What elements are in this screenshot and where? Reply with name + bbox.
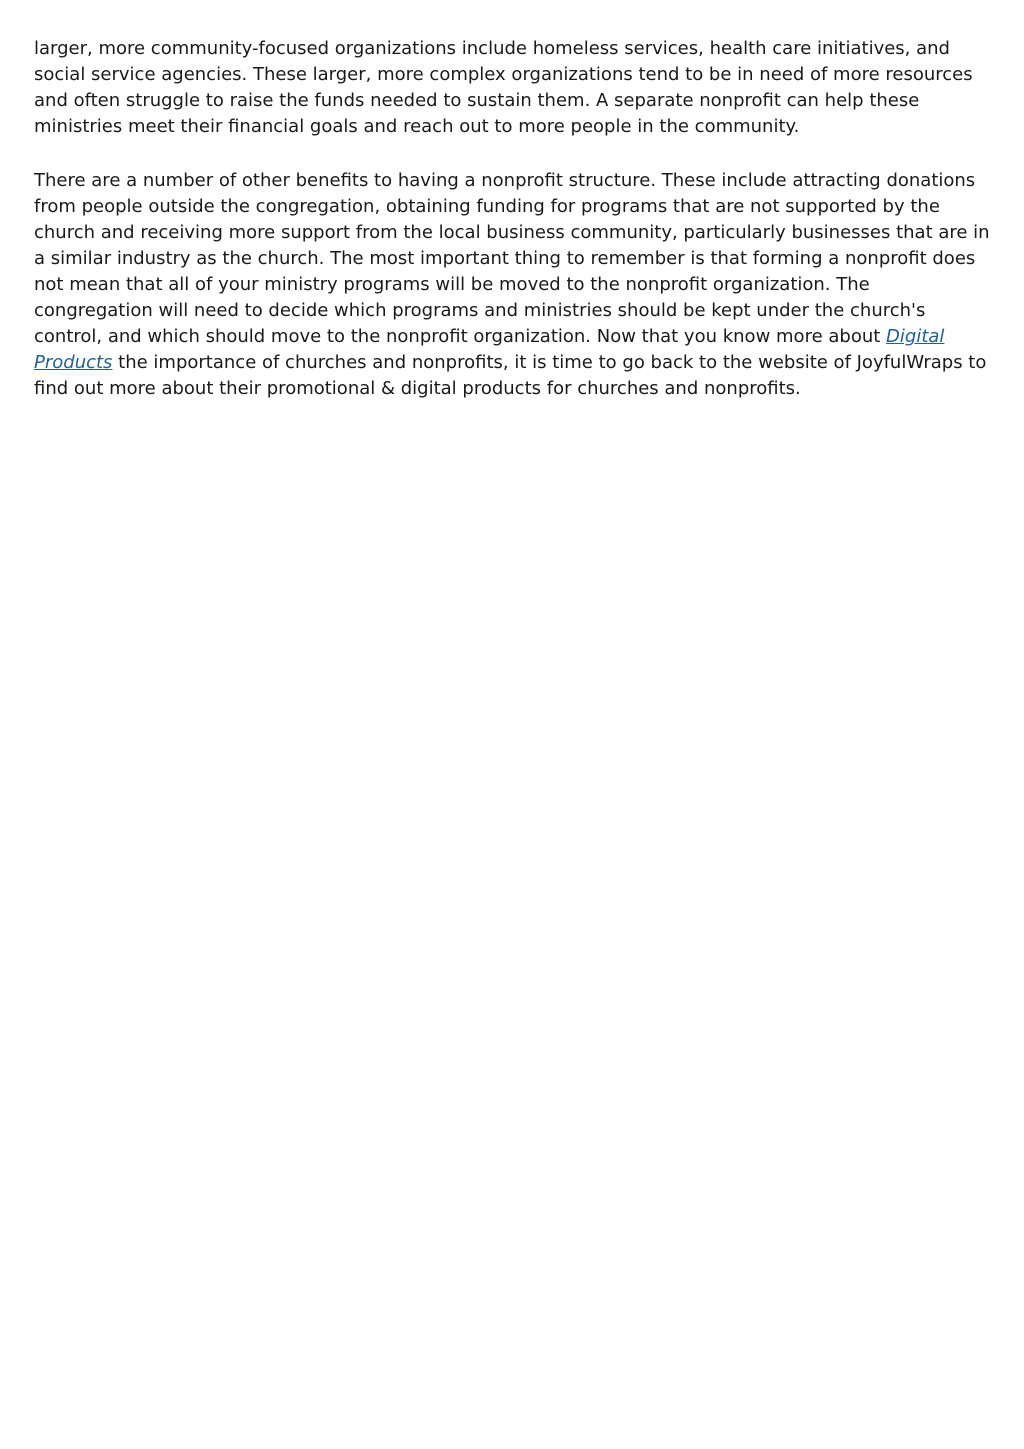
document-body — [34, 36, 992, 430]
digital-products-link[interactable]: Digital Products — [34, 326, 945, 373]
paragraph-text-before-link: There are a number of other benefits to having a nonprofit structure. These include attracting donations from people outside the congregation, obtaining funding for programs that are not supported by the church and receiving more support from the local business community, particularly businesses that are in a similar industry as the church. The most important thing to remember is that forming a nonprofit does not mean that all of your ministry programs will be moved to the nonprofit organization. The congregation will need to decide which programs and ministries should be kept under the church's control, and which should move to the nonprofit organization. Now that you know more about — [34, 170, 990, 347]
paragraph-nonprofit-benefits — [34, 168, 992, 402]
paragraph-nonprofit-organizations: larger, more community-focused organizations include homeless services, health care initiatives, and social service agencies. These larger, more complex organizations tend to be in need of more resources and often struggle to raise the funds needed to sustain them. A separate nonprofit can help these ministries meet their financial goals and reach out to more people in the community. — [34, 38, 973, 137]
paragraph-text-after-link: the importance of churches and nonprofits, it is time to go back to the website of JoyfulWraps to find out more about their promotional & digital products for churches and nonprofits. — [34, 352, 987, 399]
